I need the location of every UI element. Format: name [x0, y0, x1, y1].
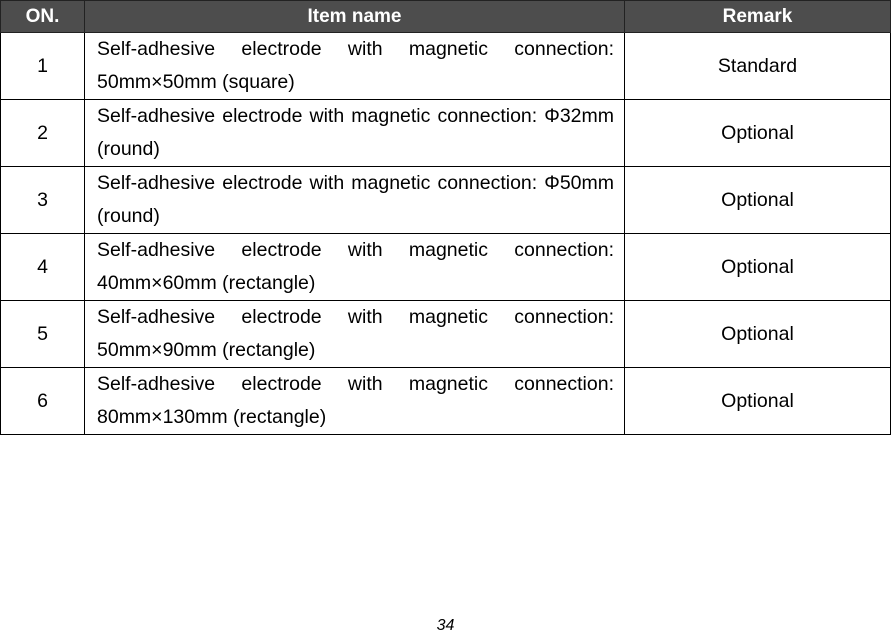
row-number: 6 — [1, 368, 85, 435]
item-name: Self-adhesive electrode with magnetic connection: Φ50mm (round) — [85, 167, 625, 234]
table-row — [1, 301, 891, 368]
row-number: 5 — [1, 301, 85, 368]
header-item-name: Item name — [85, 1, 625, 33]
remark: Optional — [625, 234, 891, 301]
remark: Optional — [625, 301, 891, 368]
table-row — [1, 100, 891, 167]
remark: Optional — [625, 100, 891, 167]
item-name: Self-adhesive electrode with magnetic connection: 50mm×90mm (rectangle) — [85, 301, 625, 368]
table-row — [1, 234, 891, 301]
row-number: 1 — [1, 33, 85, 100]
header-no: ON. — [1, 1, 85, 33]
table-row — [1, 33, 891, 100]
header-remark: Remark — [625, 1, 891, 33]
row-number: 2 — [1, 100, 85, 167]
remark: Optional — [625, 167, 891, 234]
item-name: Self-adhesive electrode with magnetic connection: 80mm×130mm (rectangle) — [85, 368, 625, 435]
remark: Standard — [625, 33, 891, 100]
table-row — [1, 167, 891, 234]
row-number: 4 — [1, 234, 85, 301]
header-row — [1, 1, 891, 33]
item-name: Self-adhesive electrode with magnetic connection: Φ32mm (round) — [85, 100, 625, 167]
page-number: 34 — [436, 617, 455, 634]
row-number: 3 — [1, 167, 85, 234]
item-name: Self-adhesive electrode with magnetic connection: 50mm×50mm (square) — [85, 33, 625, 100]
item-name: Self-adhesive electrode with magnetic connection: 40mm×60mm (rectangle) — [85, 234, 625, 301]
remark: Optional — [625, 368, 891, 435]
table-body — [1, 33, 891, 435]
table-row — [1, 368, 891, 435]
table-header — [1, 1, 891, 33]
